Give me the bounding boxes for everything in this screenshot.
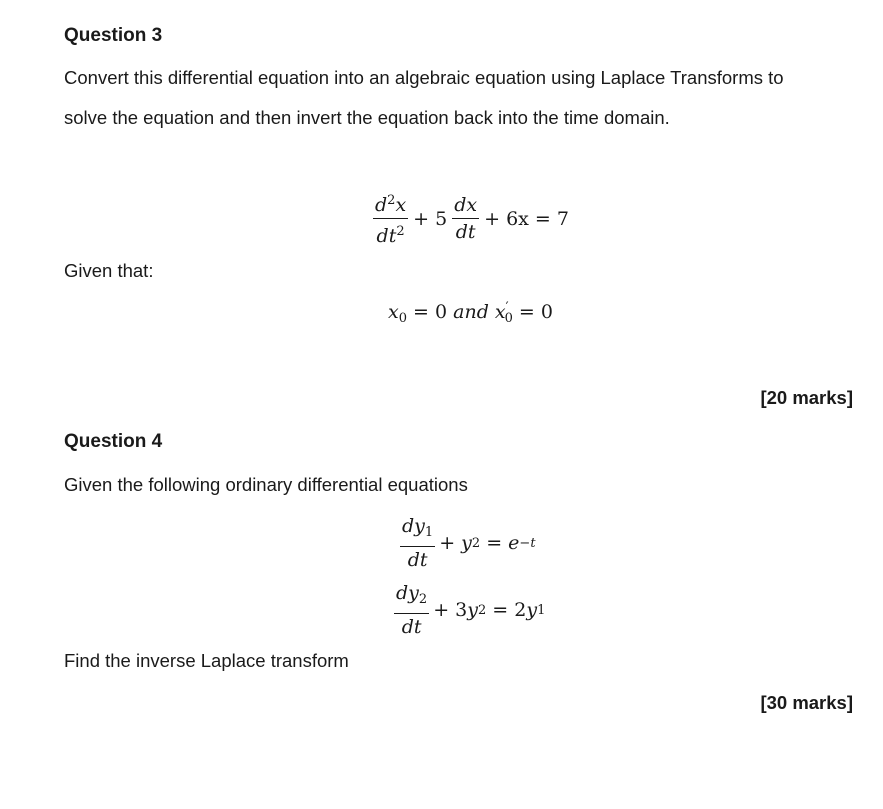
and-word: and xyxy=(453,301,489,323)
equation-rest: + 6x = 7 xyxy=(484,207,569,230)
x-prime-symbol: x xyxy=(494,301,506,323)
dy-symbol: dy xyxy=(396,582,419,604)
question-4-title: Question 4 xyxy=(64,431,163,452)
dy2-dt-fraction xyxy=(394,580,429,640)
question-3-title: Question 3 xyxy=(64,25,163,46)
question-3-text-line-2: solve the equation and then invert the equation back into the time domain. xyxy=(64,107,670,128)
dx-symbol: dx xyxy=(454,194,478,216)
question-3-marks: [20 marks] xyxy=(760,387,853,408)
subscript: 2 xyxy=(471,535,481,551)
find-inverse-text: Find the inverse Laplace transform xyxy=(64,650,349,671)
y-symbol: y xyxy=(526,599,538,622)
d-symbol: d xyxy=(375,194,388,216)
plus-term: + 5 xyxy=(413,207,448,230)
ode-1 xyxy=(400,513,536,573)
equals-sign: = xyxy=(480,532,509,555)
equals-zero: = 0 xyxy=(512,301,553,323)
dt-symbol: dt xyxy=(407,549,428,572)
y-symbol: y xyxy=(461,532,472,555)
dt-symbol: dt xyxy=(455,221,476,244)
question-3-text-line-1: Convert this differential equation into an algebraic equation using Laplace Transforms to xyxy=(64,67,784,88)
question-4-intro: Given the following ordinary differential equations xyxy=(64,474,468,495)
question-4-marks: [30 marks] xyxy=(760,692,853,713)
y-symbol: y xyxy=(467,599,478,622)
exponent: −t xyxy=(519,535,536,551)
subscript: 2 xyxy=(418,592,428,607)
dt-symbol: dt xyxy=(401,616,422,639)
initial-conditions xyxy=(388,300,553,326)
plus-sign: + xyxy=(439,532,462,555)
prime-mark: ′ xyxy=(505,300,509,315)
subscript: 0 xyxy=(504,311,513,326)
exponent: 2 xyxy=(387,193,396,208)
subscript: 1 xyxy=(537,602,546,618)
dy-symbol: dy xyxy=(402,515,425,537)
second-derivative-fraction xyxy=(373,188,408,249)
ode-2 xyxy=(394,580,545,640)
subscript: 1 xyxy=(424,525,434,540)
subscript: 2 xyxy=(477,602,487,618)
subscript: 0 xyxy=(398,311,407,326)
equals-term: = 2 xyxy=(486,599,527,622)
exponent: 2 xyxy=(396,224,405,240)
dt-symbol: dt xyxy=(376,225,397,248)
first-derivative-fraction xyxy=(452,192,479,245)
e-symbol: e xyxy=(508,532,520,555)
plus-term: + 3 xyxy=(433,599,468,622)
equals-zero: = 0 xyxy=(407,301,454,323)
x-symbol: x xyxy=(395,194,407,216)
differential-equation xyxy=(373,188,574,249)
given-that-label: Given that: xyxy=(64,260,154,281)
x-symbol: x xyxy=(388,301,399,323)
dy1-dt-fraction xyxy=(400,513,435,573)
